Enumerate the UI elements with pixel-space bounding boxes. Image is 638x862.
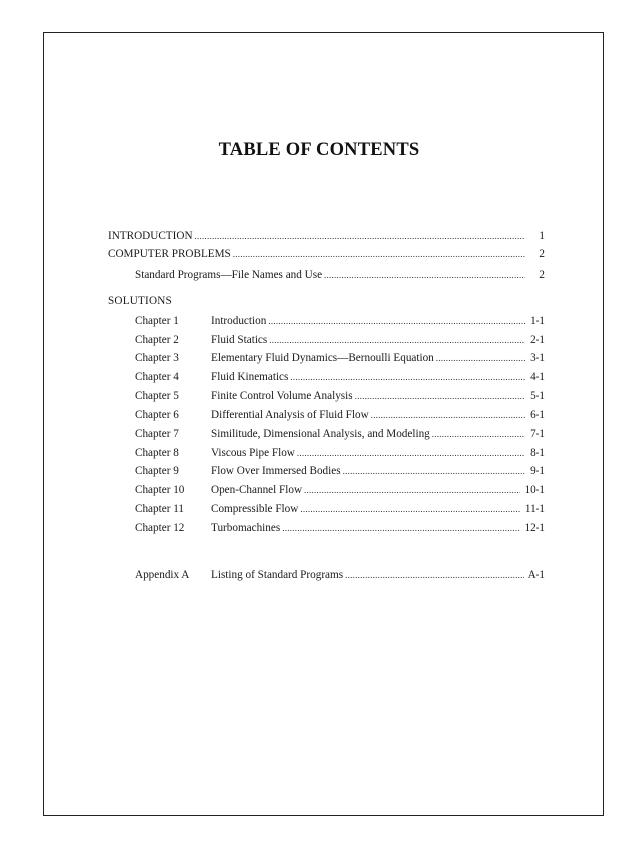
appendix-title: Listing of Standard Programs bbox=[211, 569, 344, 581]
chapter-number: Chapter 5 bbox=[135, 390, 179, 402]
chapter-page: 11-1 bbox=[524, 503, 545, 515]
dot-leader bbox=[432, 427, 525, 441]
chapter-title: Open-Channel Flow bbox=[211, 484, 303, 496]
chapter-title: Fluid Kinematics bbox=[211, 371, 289, 383]
chapter-page: 9-1 bbox=[530, 465, 545, 477]
dot-leader bbox=[290, 370, 525, 384]
toc-entry-label: COMPUTER PROBLEMS bbox=[108, 248, 231, 260]
dot-leader bbox=[436, 351, 525, 365]
toc-entry-computer-problems[interactable] bbox=[108, 247, 545, 261]
toc-entry-standard-programs[interactable] bbox=[135, 268, 545, 282]
chapter-page: 5-1 bbox=[530, 390, 545, 402]
dot-leader bbox=[304, 483, 520, 497]
chapter-title: Turbomachines bbox=[211, 522, 281, 534]
chapter-number: Chapter 7 bbox=[135, 428, 179, 440]
chapter-number: Chapter 2 bbox=[135, 334, 179, 346]
dot-leader bbox=[343, 464, 525, 478]
chapter-page: 7-1 bbox=[530, 428, 545, 440]
toc-chapter-row[interactable] bbox=[135, 483, 545, 497]
dot-leader bbox=[195, 229, 525, 243]
dot-leader bbox=[371, 408, 525, 422]
toc-chapter-row[interactable] bbox=[135, 427, 545, 441]
chapter-number: Chapter 6 bbox=[135, 409, 179, 421]
chapter-page: 12-1 bbox=[524, 522, 545, 534]
toc-chapter-row[interactable] bbox=[135, 333, 545, 347]
chapter-title: Compressible Flow bbox=[211, 503, 299, 515]
toc-chapter-row[interactable] bbox=[135, 370, 545, 384]
chapter-page: 8-1 bbox=[530, 447, 545, 459]
toc-entry-page: 2 bbox=[539, 248, 545, 260]
chapter-page: 3-1 bbox=[530, 352, 545, 364]
toc-entry-page: 1 bbox=[539, 230, 545, 242]
dot-leader bbox=[345, 568, 524, 582]
chapter-number: Chapter 10 bbox=[135, 484, 185, 496]
dot-leader bbox=[297, 446, 525, 460]
toc-chapter-row[interactable] bbox=[135, 502, 545, 516]
chapter-title: Differential Analysis of Fluid Flow bbox=[211, 409, 369, 421]
toc-chapter-row[interactable] bbox=[135, 408, 545, 422]
chapter-title: Flow Over Immersed Bodies bbox=[211, 465, 341, 477]
chapter-number: Chapter 11 bbox=[135, 503, 184, 515]
toc-entry-label: Standard Programs—File Names and Use bbox=[135, 269, 323, 281]
chapter-title: Viscous Pipe Flow bbox=[211, 447, 295, 459]
dot-leader bbox=[324, 268, 525, 282]
chapter-number: Chapter 4 bbox=[135, 371, 179, 383]
toc-appendix-row[interactable] bbox=[135, 568, 545, 582]
chapter-number: Chapter 8 bbox=[135, 447, 179, 459]
dot-leader bbox=[233, 247, 525, 261]
chapter-number: Chapter 9 bbox=[135, 465, 179, 477]
chapter-page: 1-1 bbox=[530, 315, 545, 327]
chapter-page: 6-1 bbox=[530, 409, 545, 421]
chapter-page: 2-1 bbox=[530, 334, 545, 346]
toc-chapter-row[interactable] bbox=[135, 521, 545, 535]
dot-leader bbox=[268, 314, 525, 328]
toc-chapter-row[interactable] bbox=[135, 464, 545, 478]
toc-chapter-row[interactable] bbox=[135, 314, 545, 328]
toc-chapter-row[interactable] bbox=[135, 351, 545, 365]
dot-leader bbox=[282, 521, 520, 535]
toc-entry-page: 2 bbox=[539, 269, 545, 281]
chapter-title: Finite Control Volume Analysis bbox=[211, 390, 353, 402]
section-heading-solutions: SOLUTIONS bbox=[108, 295, 172, 307]
chapter-title: Fluid Statics bbox=[211, 334, 268, 346]
page-title: TABLE OF CONTENTS bbox=[218, 140, 420, 160]
chapter-number: Chapter 12 bbox=[135, 522, 185, 534]
chapter-number: Chapter 1 bbox=[135, 315, 179, 327]
appendix-number: Appendix A bbox=[135, 569, 190, 581]
dot-leader bbox=[300, 502, 521, 516]
chapter-title: Similitude, Dimensional Analysis, and Modeling bbox=[211, 428, 430, 440]
toc-chapter-row[interactable] bbox=[135, 446, 545, 460]
dot-leader bbox=[355, 389, 525, 403]
appendix-page: A-1 bbox=[527, 569, 545, 581]
toc-entry-introduction[interactable] bbox=[108, 229, 545, 243]
chapter-title: Elementary Fluid Dynamics—Bernoulli Equation bbox=[211, 352, 434, 364]
chapter-page: 4-1 bbox=[530, 371, 545, 383]
chapter-number: Chapter 3 bbox=[135, 352, 179, 364]
toc-chapter-row[interactable] bbox=[135, 389, 545, 403]
chapter-page: 10-1 bbox=[524, 484, 545, 496]
toc-entry-label: INTRODUCTION bbox=[108, 230, 193, 242]
dot-leader bbox=[269, 333, 525, 347]
chapter-title: Introduction bbox=[211, 315, 267, 327]
